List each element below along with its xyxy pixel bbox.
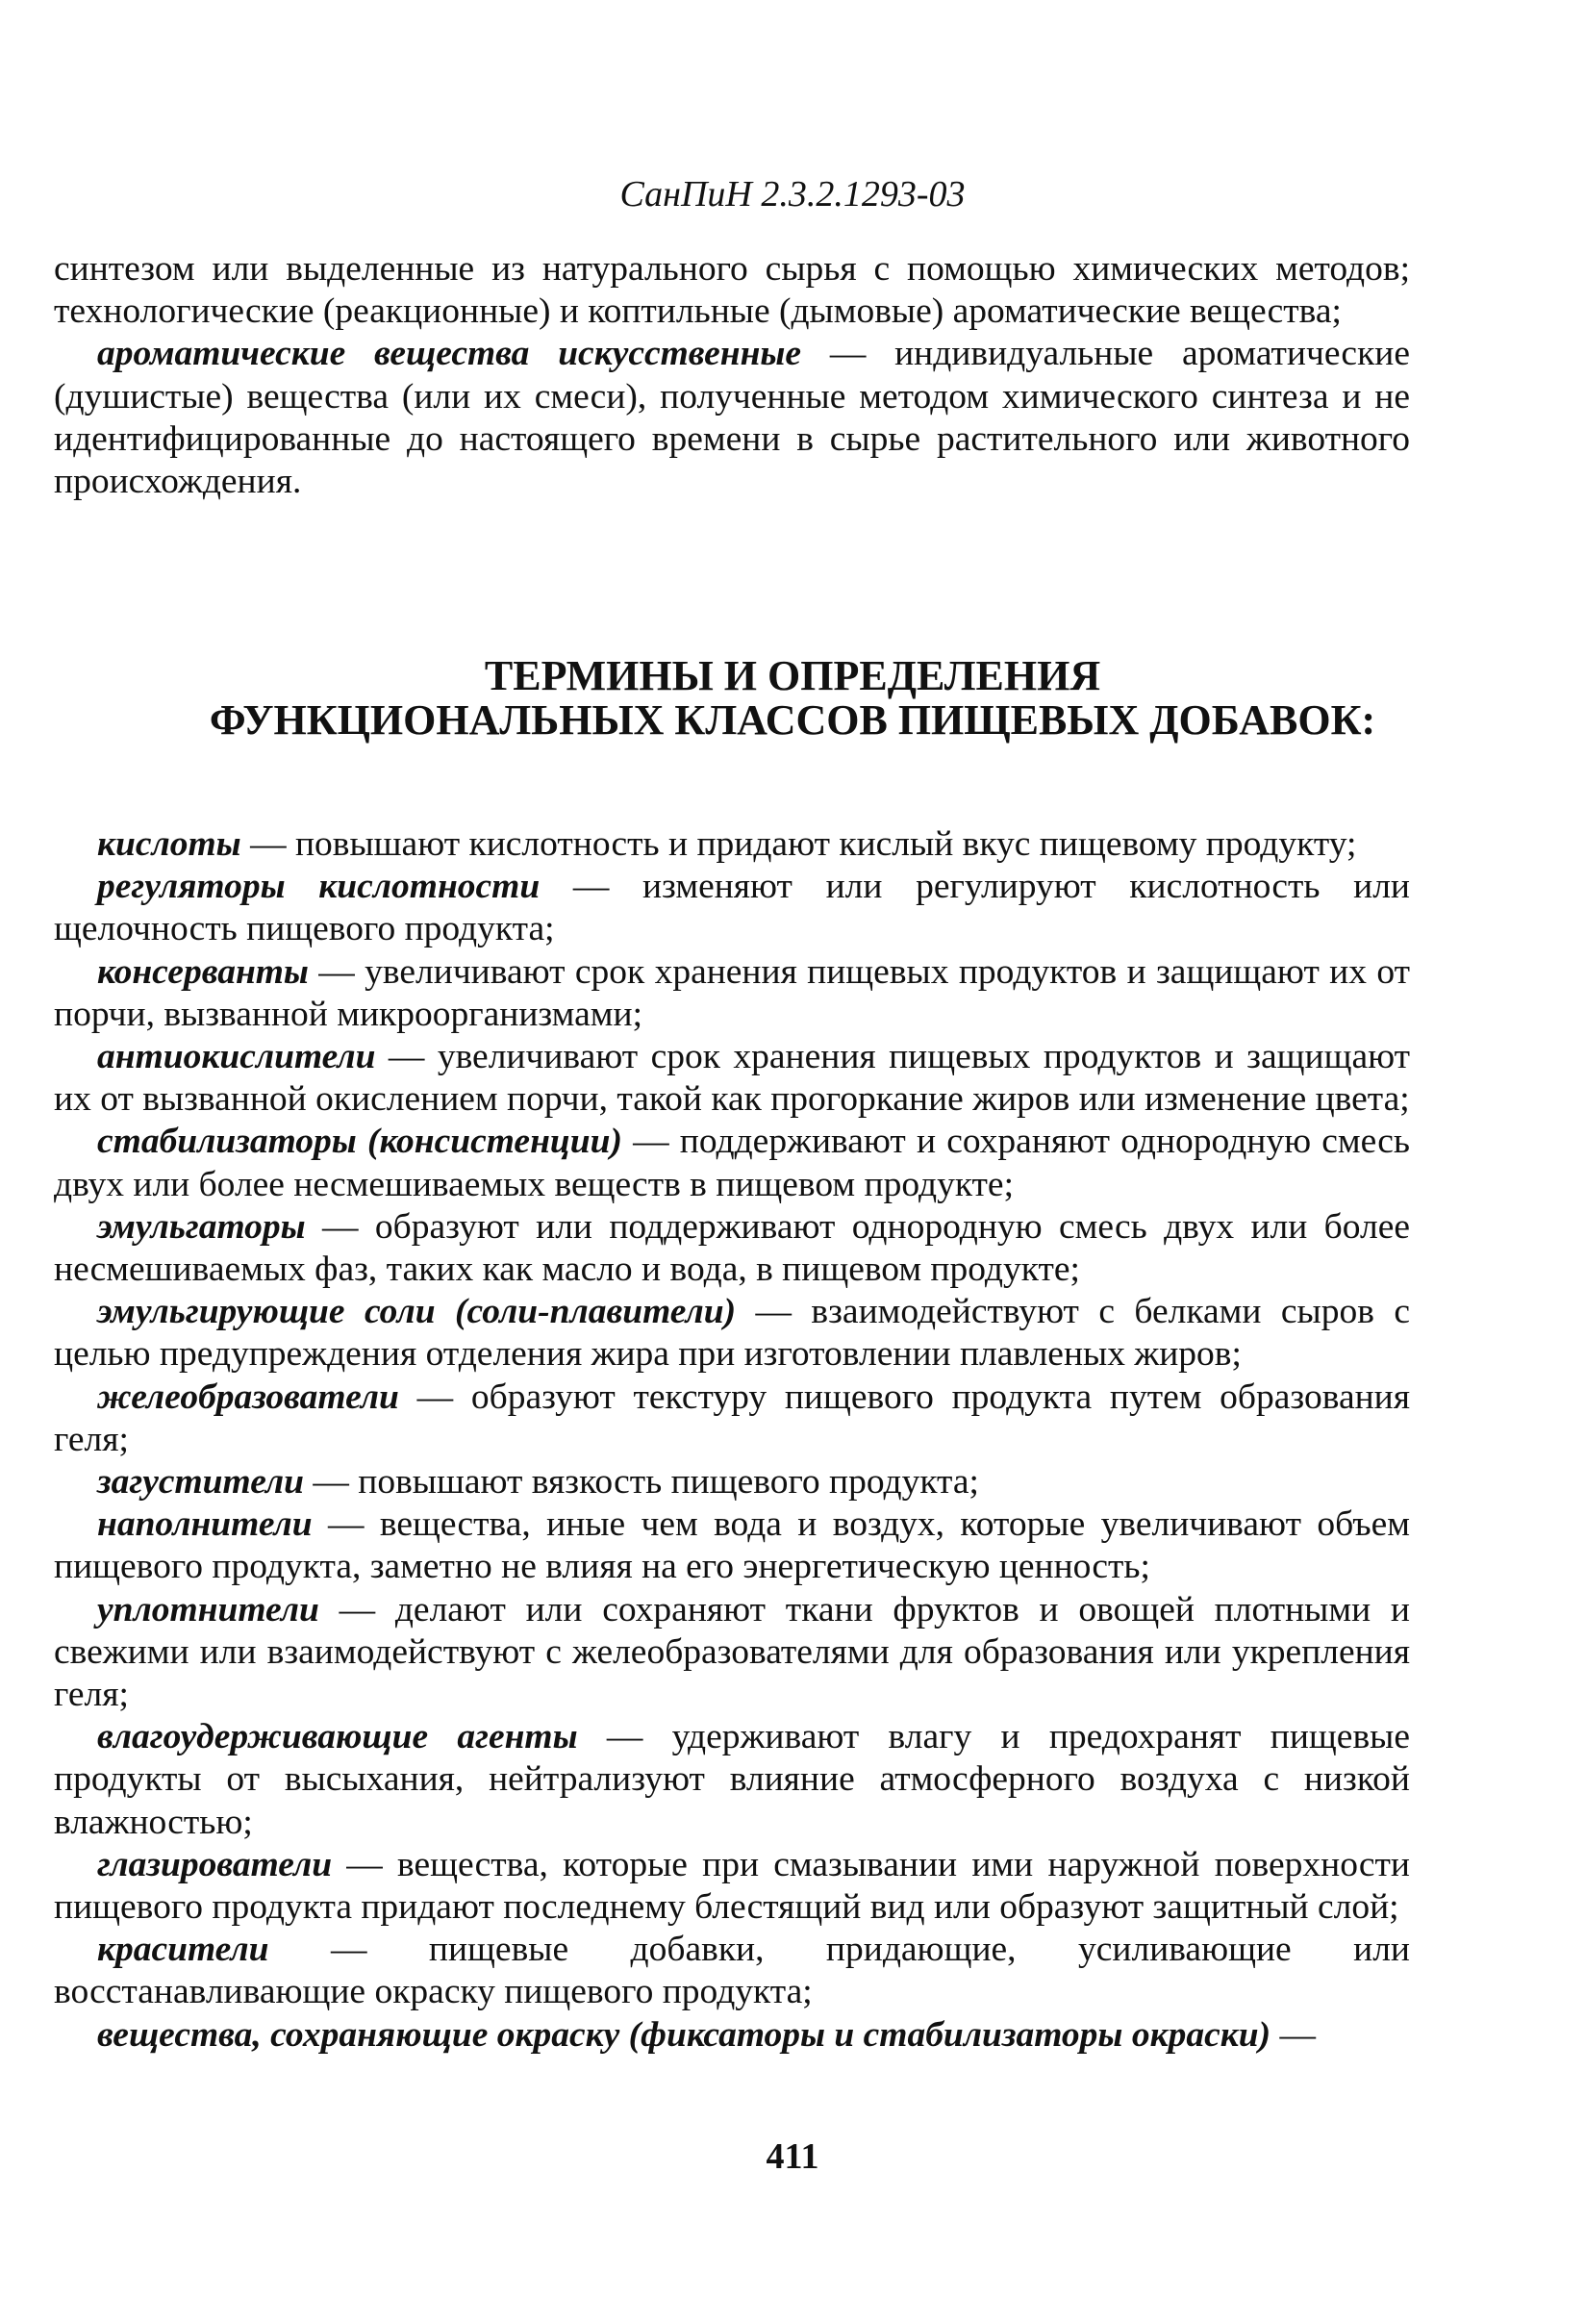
definition-text: — изменяют или регулируют кислотность или щелочность пищевого продукта;	[54, 867, 1410, 949]
term: красители	[97, 1930, 269, 1970]
definition-text: — взаимодействуют с белками сыров с целью предупреждения отделения жира при изготовлении плавленых жиров;	[54, 1292, 1410, 1375]
definition-text: — поддерживают и сохраняют однородную смесь двух или более несмешиваемых веществ в пищевом продукте;	[54, 1122, 1410, 1204]
definition-text: — вещества, иные чем вода и воздух, которые увеличивают объем пищевого продукта, заметно не влияя на его энергетическую ценность;	[54, 1504, 1410, 1587]
paragraph-text: синтезом или выделенные из натурального сырья с помощью химических методов; технологические (реакционные) и коптильные (дымовые) ароматические вещества;	[54, 249, 1410, 332]
definition-text: —	[1271, 2014, 1316, 2055]
term: стабилизаторы (консистенции)	[97, 1122, 622, 1162]
definition-emulsifiers	[54, 1206, 1410, 1291]
definition-thickeners	[54, 1461, 1410, 1503]
definition-colour-retention-agents	[54, 2014, 1410, 2057]
term: глазирователи	[97, 1844, 333, 1884]
term: антиокислители	[97, 1037, 376, 1077]
definition-text: — удерживают влагу и предохранят пищевые продукты от высыхания, нейтрализуют влияние атмосферного воздуха с низкой влажностью;	[54, 1717, 1410, 1842]
term: наполнители	[97, 1504, 313, 1545]
definition-text: — пищевые добавки, придающие, усиливающие или восстанавливающие окраску пищевого продукта;	[54, 1930, 1410, 2012]
definition-firming-agents	[54, 1589, 1410, 1717]
term: эмульгаторы	[97, 1206, 306, 1247]
definition-bulking-agents	[54, 1503, 1410, 1588]
page-number: 411	[766, 2136, 819, 2177]
definition-text: — увеличивают срок хранения пищевых продуктов и защищают их от вызванной окислением порчи, такой как прогоркание жиров или изменение цвета;	[54, 1037, 1410, 1120]
section-title	[0, 654, 1585, 743]
definition-emulsifying-salts	[54, 1291, 1410, 1376]
intro-block	[54, 248, 1410, 503]
definition-acids	[54, 823, 1410, 866]
definition-acidity-regulators	[54, 866, 1410, 950]
definition-glazing-agents	[54, 1844, 1410, 1929]
term: уплотнители	[97, 1589, 319, 1629]
section-title-line-2: ФУНКЦИОНАЛЬНЫХ КЛАССОВ ПИЩЕВЫХ ДОБАВОК:	[209, 696, 1376, 744]
definition-text: — повышают кислотность и придают кислый вкус пищевому продукту;	[240, 824, 1357, 864]
definition-stabilizers	[54, 1121, 1410, 1205]
definition-text: — делают или сохраняют ткани фруктов и овощей плотными и свежими или взаимодействуют с желеобразователями для образования или укрепления геля;	[54, 1589, 1410, 1715]
definition-preservatives	[54, 951, 1410, 1036]
definition-text: — повышают вязкость пищевого продукта;	[304, 1462, 979, 1503]
running-header: СанПиН 2.3.2.1293-03	[619, 174, 966, 215]
section-title-line-1: ТЕРМИНЫ И ОПРЕДЕЛЕНИЯ	[484, 652, 1101, 699]
intro-paragraph-continuation	[54, 248, 1410, 333]
term: желеобразователи	[97, 1377, 399, 1417]
term: загустители	[97, 1462, 305, 1503]
definition-text: — образуют текстуру пищевого продукта путем образования геля;	[54, 1377, 1410, 1459]
definition-colours	[54, 1929, 1410, 2013]
term: консерванты	[97, 951, 309, 992]
definition-text: — образуют или поддерживают однородную смесь двух или более несмешиваемых фаз, таких как масло и вода, в пищевом продукте;	[54, 1206, 1410, 1290]
term: эмульгирующие соли (соли-плавители)	[97, 1292, 737, 1332]
term: кислоты	[97, 824, 241, 864]
definitions-list	[54, 823, 1410, 2057]
definition-humectants	[54, 1716, 1410, 1844]
definition-gelling-agents	[54, 1377, 1410, 1461]
definition-text: — увеличивают срок хранения пищевых продуктов и защищают их от порчи, вызванной микроорганизмами;	[54, 951, 1410, 1034]
definition-text: — вещества, которые при смазывании ими наружной поверхности пищевого продукта придают последнему блестящий вид или образуют защитный слой;	[54, 1844, 1410, 1928]
intro-paragraph-artificial-aromatics	[54, 333, 1410, 503]
definition-text: — индивидуальные ароматические (душистые) вещества (или их смеси), полученные методом химического синтеза и не идентифицированные до настоящего времени в сырье растительного или животного происхождения.	[54, 334, 1411, 502]
term: вещества, сохраняющие окраску (фиксаторы и стабилизаторы окраски)	[97, 2014, 1271, 2055]
term: регуляторы кислотности	[97, 867, 541, 907]
term: влагоудерживающие агенты	[97, 1717, 578, 1757]
term: ароматические вещества искусственные	[97, 334, 802, 374]
definition-antioxidants	[54, 1036, 1410, 1121]
